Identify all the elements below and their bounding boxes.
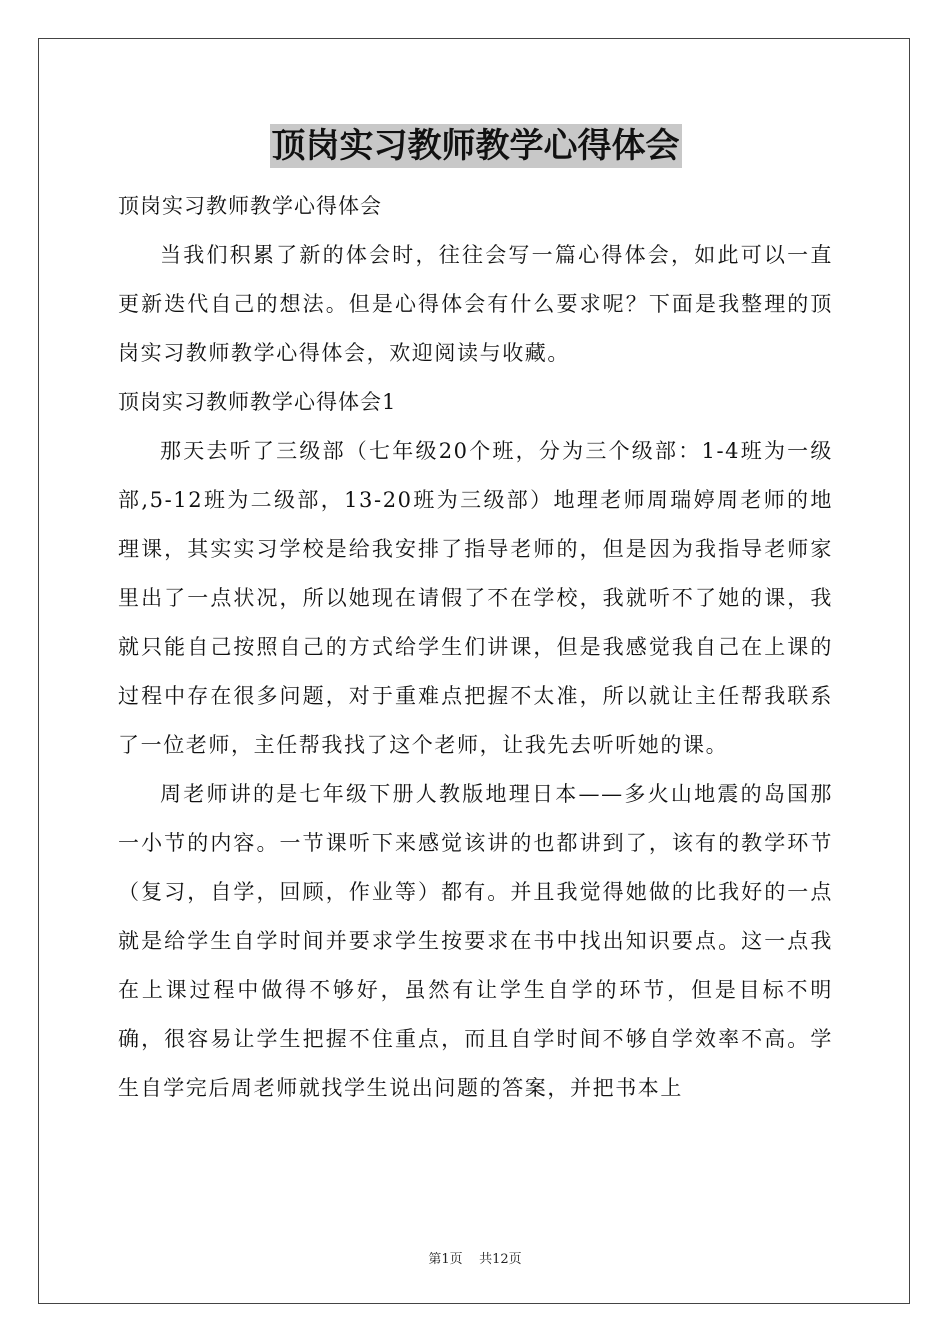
page-footer xyxy=(0,1248,950,1267)
section-heading: 顶岗实习教师教学心得体会1 xyxy=(118,390,397,414)
body-paragraph-2: 周老师讲的是七年级下册人教版地理日本——多火山地震的岛国那一小节的内容。一节课听下来感觉该讲的也都讲到了，该有的教学环节（复习，自学，回顾，作业等）都有。并且我觉得她做的比我好的一点就是给学生自学时间并要求学生按要求在书中找出知识要点。这一点我在上课过程中做得不够好，虽然有让学生自学的环节，但是目标不明确，很容易让学生把握不住重点，而且自学时间不够自学效率不高。学生自学完后周老师就找学生说出问题的答案，并把书本上 xyxy=(118,782,833,1100)
title-wrap xyxy=(118,124,833,168)
intro-paragraph: 当我们积累了新的体会时，往往会写一篇心得体会，如此可以一直更新迭代自己的想法。但是心得体会有什么要求呢？下面是我整理的顶岗实习教师教学心得体会，欢迎阅读与收藏。 xyxy=(118,243,833,365)
document-subtitle: 顶岗实习教师教学心得体会 xyxy=(118,194,382,218)
body-paragraph-1: 那天去听了三级部（七年级20个班，分为三个级部：1-4班为一级部,5-12班为二级部，13-20班为三级部）地理老师周瑞婷周老师的地理课，其实实习学校是给我安排了指导老师的，但是因为我指导老师家里出了一点状况，所以她现在请假了不在学校，我就听不了她的课，我就只能自己按照自己的方式给学生们讲课，但是我感觉我自己在上课的过程中存在很多问题，对于重难点把握不太准，所以就让主任帮我联系了一位老师，主任帮我找了这个老师，让我先去听听她的课。 xyxy=(118,439,833,757)
total-pages: 共12页 xyxy=(479,1252,522,1267)
page-number: 第1页 xyxy=(428,1252,463,1267)
document-body xyxy=(118,124,833,1113)
document-title: 顶岗实习教师教学心得体会 xyxy=(271,126,680,166)
